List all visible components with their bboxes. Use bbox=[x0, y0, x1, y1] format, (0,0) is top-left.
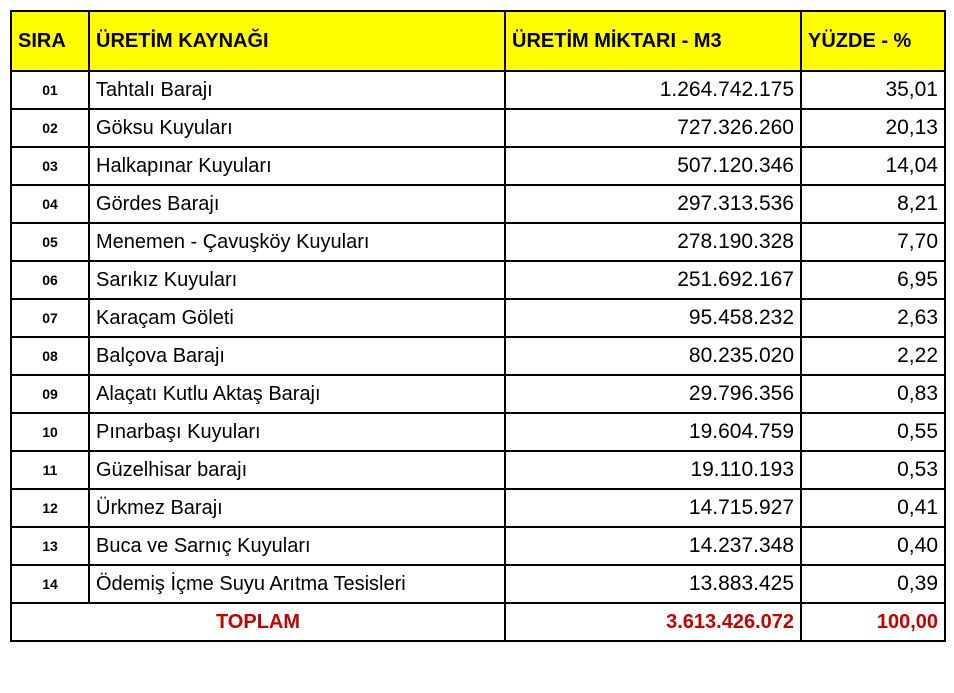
row-source-name: Göksu Kuyuları bbox=[89, 109, 505, 147]
row-number: 03 bbox=[11, 147, 89, 185]
row-percent: 0,83 bbox=[801, 375, 945, 413]
header-source: ÜRETİM KAYNAĞI bbox=[89, 11, 505, 71]
header-row bbox=[11, 11, 945, 71]
total-amount: 3.613.426.072 bbox=[505, 603, 801, 641]
row-number: 04 bbox=[11, 185, 89, 223]
row-percent: 2,63 bbox=[801, 299, 945, 337]
row-percent: 0,41 bbox=[801, 489, 945, 527]
row-percent: 35,01 bbox=[801, 71, 945, 109]
table-row bbox=[11, 147, 945, 185]
production-table bbox=[10, 10, 946, 642]
row-amount: 13.883.425 bbox=[505, 565, 801, 603]
row-source-name: Tahtalı Barajı bbox=[89, 71, 505, 109]
table-row bbox=[11, 527, 945, 565]
row-percent: 20,13 bbox=[801, 109, 945, 147]
row-source-name: Halkapınar Kuyuları bbox=[89, 147, 505, 185]
row-number: 11 bbox=[11, 451, 89, 489]
table-row bbox=[11, 413, 945, 451]
row-number: 02 bbox=[11, 109, 89, 147]
row-number: 14 bbox=[11, 565, 89, 603]
row-amount: 278.190.328 bbox=[505, 223, 801, 261]
row-amount: 29.796.356 bbox=[505, 375, 801, 413]
row-amount: 19.604.759 bbox=[505, 413, 801, 451]
row-amount: 507.120.346 bbox=[505, 147, 801, 185]
row-number: 13 bbox=[11, 527, 89, 565]
row-source-name: Sarıkız Kuyuları bbox=[89, 261, 505, 299]
row-number: 05 bbox=[11, 223, 89, 261]
row-amount: 1.264.742.175 bbox=[505, 71, 801, 109]
row-amount: 297.313.536 bbox=[505, 185, 801, 223]
row-amount: 14.715.927 bbox=[505, 489, 801, 527]
row-amount: 80.235.020 bbox=[505, 337, 801, 375]
row-source-name: Alaçatı Kutlu Aktaş Barajı bbox=[89, 375, 505, 413]
row-source-name: Pınarbaşı Kuyuları bbox=[89, 413, 505, 451]
table-row bbox=[11, 299, 945, 337]
row-number: 10 bbox=[11, 413, 89, 451]
header-amount: ÜRETİM MİKTARI - M3 bbox=[505, 11, 801, 71]
row-source-name: Ürkmez Barajı bbox=[89, 489, 505, 527]
row-source-name: Gördes Barajı bbox=[89, 185, 505, 223]
row-amount: 727.326.260 bbox=[505, 109, 801, 147]
row-amount: 14.237.348 bbox=[505, 527, 801, 565]
row-source-name: Balçova Barajı bbox=[89, 337, 505, 375]
row-percent: 0,55 bbox=[801, 413, 945, 451]
table-row bbox=[11, 185, 945, 223]
row-percent: 7,70 bbox=[801, 223, 945, 261]
row-source-name: Güzelhisar barajı bbox=[89, 451, 505, 489]
row-percent: 6,95 bbox=[801, 261, 945, 299]
row-source-name: Ödemiş İçme Suyu Arıtma Tesisleri bbox=[89, 565, 505, 603]
row-percent: 2,22 bbox=[801, 337, 945, 375]
table-row bbox=[11, 223, 945, 261]
table-row bbox=[11, 109, 945, 147]
row-amount: 251.692.167 bbox=[505, 261, 801, 299]
total-percent: 100,00 bbox=[801, 603, 945, 641]
row-number: 07 bbox=[11, 299, 89, 337]
table-row bbox=[11, 261, 945, 299]
header-sira: SIRA bbox=[11, 11, 89, 71]
table-row bbox=[11, 489, 945, 527]
row-percent: 8,21 bbox=[801, 185, 945, 223]
row-percent: 0,40 bbox=[801, 527, 945, 565]
row-amount: 19.110.193 bbox=[505, 451, 801, 489]
table-row bbox=[11, 71, 945, 109]
row-percent: 14,04 bbox=[801, 147, 945, 185]
table-row bbox=[11, 451, 945, 489]
row-number: 09 bbox=[11, 375, 89, 413]
row-source-name: Menemen - Çavuşköy Kuyuları bbox=[89, 223, 505, 261]
row-number: 06 bbox=[11, 261, 89, 299]
row-source-name: Buca ve Sarnıç Kuyuları bbox=[89, 527, 505, 565]
table-row bbox=[11, 375, 945, 413]
table-row bbox=[11, 565, 945, 603]
table-body bbox=[11, 71, 945, 603]
row-number: 01 bbox=[11, 71, 89, 109]
header-percent: YÜZDE - % bbox=[801, 11, 945, 71]
row-number: 08 bbox=[11, 337, 89, 375]
row-number: 12 bbox=[11, 489, 89, 527]
row-percent: 0,39 bbox=[801, 565, 945, 603]
row-percent: 0,53 bbox=[801, 451, 945, 489]
table-row bbox=[11, 337, 945, 375]
total-label: TOPLAM bbox=[11, 603, 505, 641]
row-amount: 95.458.232 bbox=[505, 299, 801, 337]
row-source-name: Karaçam Göleti bbox=[89, 299, 505, 337]
total-row bbox=[11, 603, 945, 641]
